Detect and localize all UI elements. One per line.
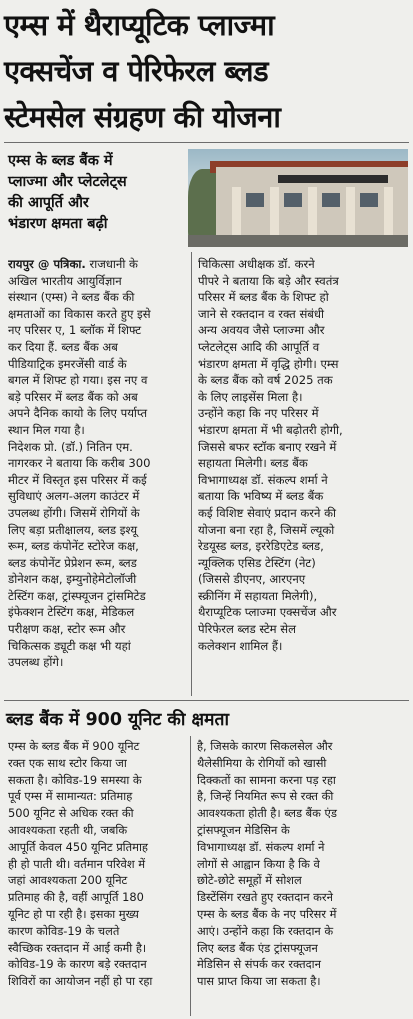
col1-line: ब्लड कंपोनेंट प्रेप्रेशन रूम, ब्लड — [8, 555, 137, 570]
col1-line: रूम, ब्लड कंपोनेंट स्टोरेज कक्ष, — [8, 539, 139, 554]
subhead-line-1: एम्स के ब्लड बैंक में — [8, 153, 113, 169]
col1-line: मीटर में विस्तृत इस परिसर में कई — [8, 472, 147, 487]
col3-line: 500 यूनिट से अधिक रक्त की — [8, 806, 134, 821]
col1-line: निदेशक प्रो. (डॉ.) नितिन एम. — [8, 439, 133, 454]
col1-line: परीक्षण कक्ष, स्टोर रूम और — [8, 622, 126, 637]
col4-line: छोटे-छोटे समूहों में सोशल — [197, 873, 302, 888]
col2-line: के लिए लाइसेंस मिला है। — [198, 389, 303, 404]
col1-line: चिकित्सक ड्यूटी कक्ष भी यहां — [8, 638, 131, 653]
col2-line: न्यूक्लिक एसिड टेस्टिंग (नेट) — [198, 555, 316, 570]
col3-line: कोविड-19 के कारण बड़े रक्तदान — [8, 957, 147, 972]
col3-line: रक्त एक साथ स्टोर किया जा — [8, 755, 127, 770]
col4-line: आवश्यकता होती है। ब्लड बैंक एंड — [197, 806, 337, 821]
col4-line: ट्रांसफ्यूजन मेडिसिन के — [197, 822, 290, 837]
article-column-2 — [198, 256, 406, 654]
col1-line: रायपुर @ पत्रिका. राजधानी के — [8, 257, 138, 271]
col3-line: एम्स के ब्लड बैंक में 900 यूनिट — [8, 739, 140, 753]
col3-line: स्वैच्छिक रक्तदान में आई कमी है। — [8, 940, 147, 955]
col1-line: पीडियाट्रिक इमरजेंसी वार्ड के — [8, 356, 127, 371]
col4-line: थैलेसीमिया के रोगियों को खासी — [197, 755, 327, 770]
col1-line: सुविधाएं अलग-अलग काउंटर में — [8, 489, 140, 504]
col4-line: है, जिन्हें नियमित रूप से रक्त की — [197, 789, 334, 804]
col1-line: नए परिसर ए, 1 ब्लॉक में शिफ्ट — [8, 323, 142, 338]
col2-line: रेडयूस्ड ब्लड, इररेडिएटेड ब्लड, — [198, 539, 324, 554]
headline-line-3: स्टेमसेल संग्रहण की योजना — [4, 100, 281, 134]
col3-line: पूर्व एम्स में सामान्यत: प्रतिमाह — [8, 789, 133, 804]
col2-line: कई विशिष्ट सेवाएं प्रदान करने की — [198, 505, 337, 520]
col1-line: लिए बड़ा प्रतीक्षालय, ब्लड इश्यू — [8, 522, 138, 537]
col2-line: स्क्रीनिंग में सहायता मिलेगी), — [198, 588, 318, 603]
col4-line: एम्स के ब्लड बैंक के नए परिसर में — [197, 906, 337, 921]
section-rule — [4, 700, 409, 701]
col1-line: डोनेशन कक्ष, इम्युनोहेमेटोलॉजी — [8, 572, 137, 587]
col4-line: विभागाध्यक्ष डॉ. संकल्प शर्मा ने — [197, 839, 325, 854]
dateline: रायपुर @ पत्रिका. — [8, 257, 86, 271]
col3-line: आपूर्ति केवल 450 यूनिट प्रतिमाह — [8, 839, 148, 854]
col1-line: उपलब्ध होंगे। — [8, 655, 64, 670]
article-column-3 — [8, 738, 183, 990]
col3-line: ही हो पाती थी। वर्तमान परिवेश में — [8, 856, 146, 871]
col3-line: शिविरों का आयोजन नहीं हो पा रहा — [8, 974, 153, 989]
col2-line: कलेक्शन शामिल हैं। — [198, 638, 283, 653]
column-rule-1 — [191, 252, 192, 696]
col2-line: उन्होंने कहा कि नए परिसर में — [198, 406, 319, 421]
hospital-building-photo — [188, 149, 408, 247]
col2-line: बताया कि भविष्य में ब्लड बैंक — [198, 489, 324, 504]
col2-line: के ब्लड बैंक को वर्ष 2025 तक — [198, 373, 333, 388]
article-column-4 — [197, 738, 405, 990]
col2-line: जिससे बफर स्टॉक बनाए रखने में — [198, 439, 337, 454]
col2-line: भंडारण क्षमता में भी बढ़ोतरी होगी, — [198, 422, 343, 437]
col3-line: आवश्यकता रहती थी, जबकि — [8, 822, 128, 837]
col1-line: कर दिया हैं. ब्लड बैंक अब — [8, 339, 118, 354]
col2-line: प्लेटलेट्स आदि की आपूर्ति व — [198, 339, 320, 354]
col4-line: पास प्राप्त किया जा सकता है। — [197, 974, 321, 989]
col2-line: अन्य अवयव जैसे प्लाज्मा और — [198, 323, 325, 338]
col1-line: बगल में शिफ्ट हो गया। इस नए व — [8, 373, 148, 388]
col1-line: उपलब्ध होंगी। जिसमें रोगियों के — [8, 505, 140, 520]
subhead-line-4: भंडारण क्षमता बढ़ी — [8, 216, 108, 232]
col1-line: क्षमताओं का विकास करते हुए इसे — [8, 306, 151, 321]
col2-line: योजना बना रहा है, जिसमें ल्यूको — [198, 522, 335, 537]
col4-line: मेडिसिन से संपर्क कर रक्तदान — [197, 957, 321, 972]
col2-line: जाने से रक्तदान व रक्त संबंधी — [198, 306, 325, 321]
col3-line: यूनिट हो पा रही है। इसका मुख्य — [8, 906, 139, 921]
headline-line-1: एम्स में थैराप्यूटिक प्लाज्मा — [4, 8, 275, 42]
col2-line: विभागाध्यक्ष डॉ. संकल्प शर्मा ने — [198, 472, 328, 487]
col4-line: दिक्कतों का सामना करना पड़ रहा — [197, 772, 336, 787]
subheadline — [8, 151, 180, 235]
col2-line: (जिससे डीएनए, आरएनए — [198, 572, 306, 587]
col1-line: अपने दैनिक कायो के लिए पर्याप्त — [8, 406, 148, 421]
col2-line: भंडारण क्षमता में वृद्धि होगी। एम्स — [198, 356, 339, 371]
col3-line: जहां आवश्यकता 200 यूनिट — [8, 873, 128, 888]
headline-rule — [4, 142, 409, 143]
col1-line: स्थान मिल गया है। — [8, 422, 85, 437]
column-rule-2 — [190, 736, 191, 1016]
col3-line: कारण कोविड-19 के चलते — [8, 923, 120, 938]
col1-line: टेस्टिंग कक्ष, ट्रांस्फ्यूजन ट्रांसमिटेड — [8, 588, 146, 603]
col2-line: पेरिफेरल ब्लड स्टेम सेल — [198, 622, 296, 637]
col1-line: इंफेक्शन टेस्टिंग कक्ष, मेडिकल — [8, 605, 135, 620]
col2-line: परिसर में ब्लड बैंक के शिफ्ट हो — [198, 290, 329, 305]
section-heading: ब्लड बैंक में 900 यूनिट की क्षमता — [6, 710, 229, 730]
col4-line: डिस्टेंसिंग रखते हुए रक्तदान करने — [197, 890, 333, 905]
article-column-1 — [8, 256, 185, 671]
col2-line: पीपरे ने बताया कि बड़े और स्वतंत्र — [198, 273, 339, 288]
col2-line: सहायता मिलेगी। ब्लड बैंक — [198, 456, 308, 471]
col3-line: प्रतिमाह की है, वहीं आपूर्ति 180 — [8, 890, 144, 905]
col1-line: अखिल भारतीय आयुर्विज्ञान — [8, 273, 122, 288]
col4-line: आएं। उन्होंने कहा कि रक्तदान के — [197, 923, 334, 938]
col3-line: सकता है। कोविड-19 समस्या के — [8, 772, 142, 787]
col1-line: नागरकर ने बताया कि करीब 300 — [8, 456, 151, 471]
col4-line: लिए ब्लड बैंक एंड ट्रांसफ्यूजन — [197, 940, 318, 955]
col2-line: चिकित्सा अधीक्षक डॉ. करने — [198, 257, 315, 271]
headline — [4, 2, 409, 140]
col1-line: बड़े परिसर में ब्लड बैंक को अब — [8, 389, 138, 404]
col4-line: है, जिसके कारण सिकलसेल और — [197, 739, 333, 753]
subhead-line-2: प्लाज्मा और प्लेटलेट्स — [8, 174, 127, 190]
col4-line: लोगों से आह्वान किया है कि वे — [197, 856, 320, 871]
headline-line-2: एक्सचेंज व पेरिफेरल ब्लड — [4, 54, 269, 88]
col2-line: थैराप्यूटिक प्लाज्मा एक्सचेंज और — [198, 605, 337, 620]
subhead-line-3: की आपूर्ति और — [8, 195, 89, 211]
col1-line: संस्थान (एम्स) ने ब्लड बैंक की — [8, 290, 135, 305]
